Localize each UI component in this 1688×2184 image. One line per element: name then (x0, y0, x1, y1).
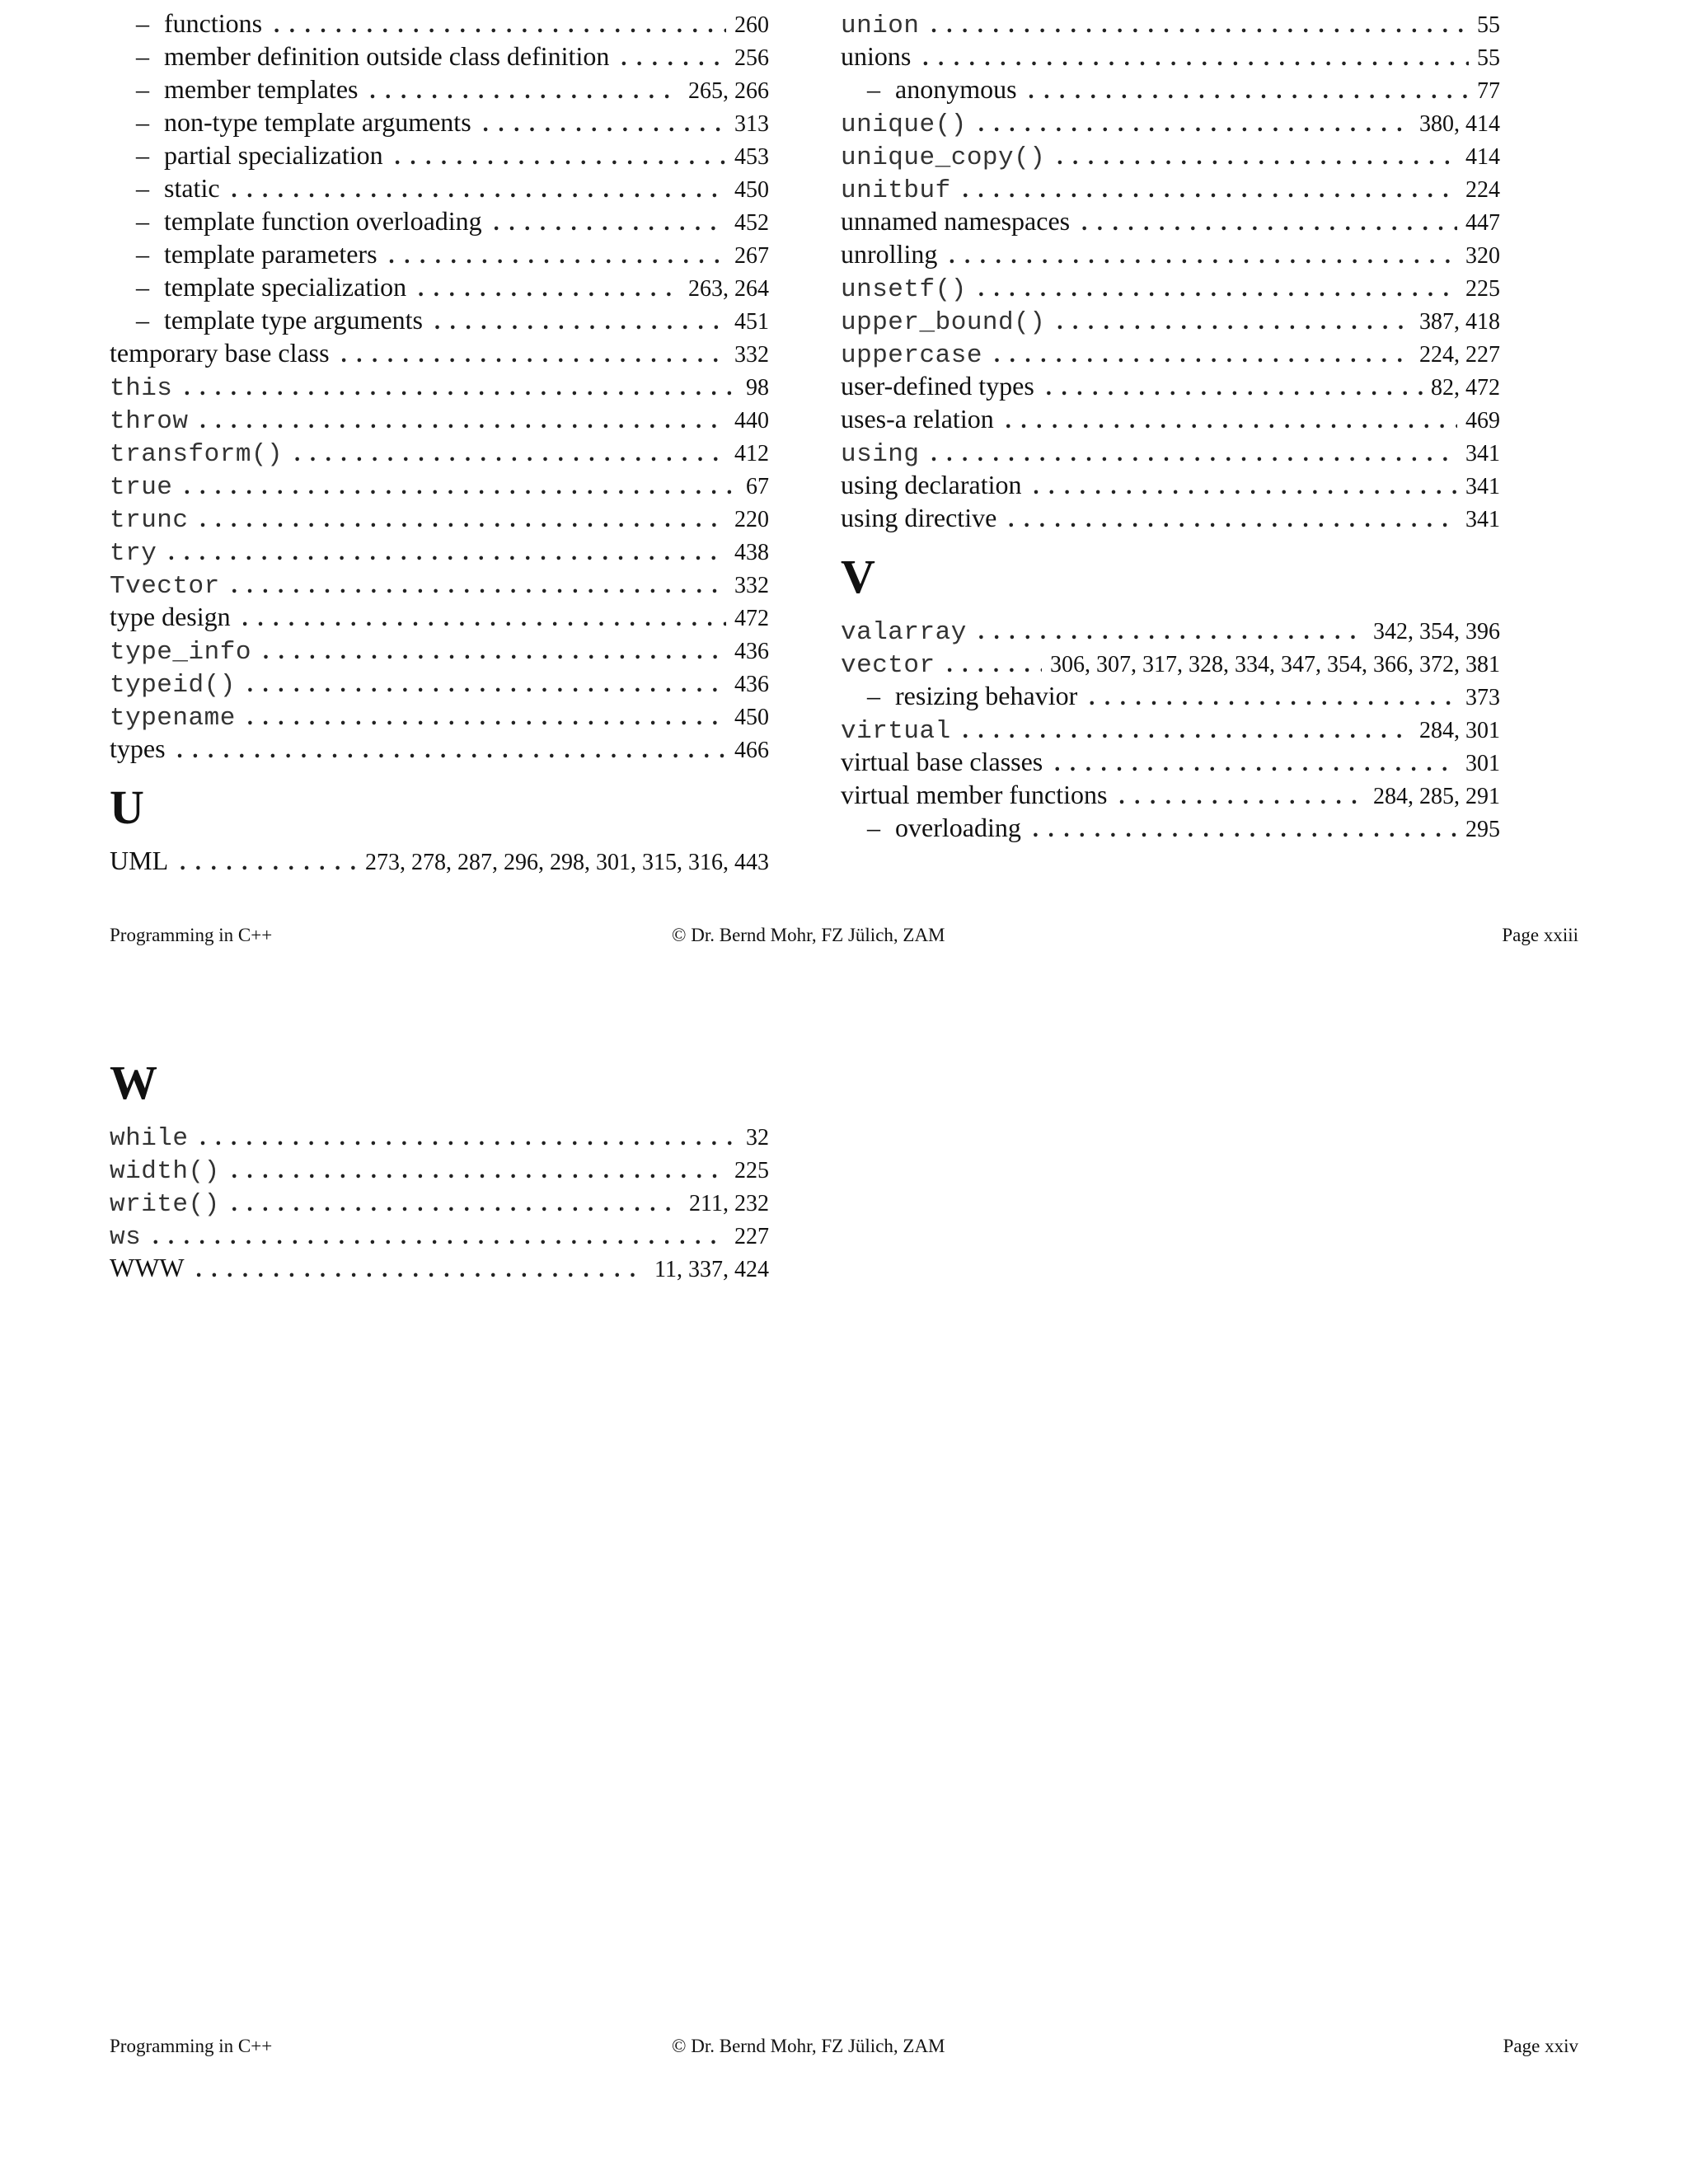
index-term-text: WWW (110, 1253, 185, 1282)
index-term (867, 679, 1089, 712)
index-page-numbers: 227 (734, 1224, 769, 1249)
dot-leader (978, 613, 1365, 646)
index-entry (110, 633, 769, 666)
index-entry (841, 105, 1500, 138)
footer-page-number: Page xxiv (1503, 2036, 1578, 2056)
index-term-text: unions (841, 41, 912, 71)
index-entry (841, 171, 1500, 204)
index-page-numbers: 373 (1465, 685, 1500, 710)
dot-leader (963, 712, 1411, 745)
index-entry (841, 237, 1500, 270)
sub-entry-dash: – (136, 140, 149, 170)
index-term (110, 438, 294, 471)
index-term (841, 501, 1008, 534)
index-page-numbers: 412 (734, 441, 769, 466)
index-term (110, 669, 247, 702)
index-term-text: resizing behavior (895, 681, 1078, 710)
index-term (841, 142, 1057, 175)
index-page-numbers: 225 (1465, 276, 1500, 302)
index-term-text: Tvector (110, 572, 220, 601)
index-term (110, 405, 200, 438)
sub-entry-dash: – (136, 206, 149, 236)
dot-leader (949, 237, 1457, 270)
index-entry (110, 501, 769, 534)
index-term-text: overloading (895, 813, 1021, 842)
index-page-numbers: 387, 418 (1419, 309, 1500, 335)
index-page-numbers: 450 (734, 705, 769, 730)
index-term (110, 1122, 200, 1155)
sub-entry-dash: – (867, 813, 880, 842)
dot-leader (247, 699, 726, 732)
index-entry (110, 237, 769, 270)
index-entry (841, 336, 1500, 369)
index-term-text: typeid() (110, 671, 236, 700)
index-term (110, 636, 263, 669)
index-term-text: virtual base classes (841, 747, 1043, 776)
dot-leader (994, 336, 1411, 369)
section-letter-v: V (841, 550, 875, 603)
dot-leader (963, 171, 1457, 204)
dot-leader (1081, 204, 1457, 237)
index-entry (110, 1218, 769, 1251)
dot-leader (263, 633, 726, 666)
index-term (110, 504, 200, 537)
index-term-text: uses-a relation (841, 404, 994, 434)
index-term (136, 7, 274, 40)
index-term (136, 237, 389, 270)
index-term-text: user-defined types (841, 371, 1034, 401)
page-footer-xxiv (110, 2034, 1578, 2059)
index-term-text: using (841, 440, 920, 469)
index-term (841, 649, 947, 682)
index-term-text: temporary base class (110, 338, 330, 368)
index-term (136, 204, 494, 237)
index-entry (110, 336, 769, 369)
index-page-numbers: 67 (746, 474, 769, 499)
index-entry (110, 844, 769, 877)
index-term-text: unitbuf (841, 176, 951, 205)
index-term (110, 732, 177, 765)
index-entry (841, 369, 1500, 402)
index-term (110, 537, 168, 570)
index-term-text: union (841, 12, 920, 40)
index-page-numbers: 284, 285, 291 (1373, 784, 1500, 809)
dot-leader (242, 600, 726, 633)
index-page-numbers: 466 (734, 738, 769, 763)
sub-entry-dash: – (136, 239, 149, 269)
dot-leader (1033, 468, 1457, 501)
index-entry (110, 402, 769, 435)
index-page-numbers: 306, 307, 317, 328, 334, 347, 354, 366, 372, 381 (1050, 652, 1500, 677)
index-column-w (110, 1040, 769, 1284)
index-entry (841, 40, 1500, 73)
index-column-left (110, 7, 769, 877)
index-entries-v (841, 613, 1500, 844)
index-page-numbers: 438 (734, 540, 769, 565)
sub-entry-dash: – (136, 107, 149, 137)
index-page-numbers: 256 (734, 45, 769, 71)
index-page-numbers: 55 (1477, 45, 1500, 71)
dot-leader (1006, 402, 1457, 435)
index-term (841, 745, 1054, 778)
index-entry (110, 732, 769, 765)
index-page-numbers: 295 (1465, 817, 1500, 842)
sub-entry-dash: – (867, 681, 880, 710)
index-term (867, 73, 1029, 105)
index-page-numbers: 55 (1477, 12, 1500, 38)
index-page-numbers: 284, 301 (1419, 718, 1500, 743)
index-term-text: functions (164, 8, 263, 38)
dot-leader (184, 369, 738, 402)
index-page-numbers: 265, 266 (688, 78, 769, 104)
index-term-text: unique() (841, 110, 967, 139)
dot-leader (184, 468, 738, 501)
dot-leader (931, 7, 1469, 40)
index-entry (110, 567, 769, 600)
index-entry (841, 204, 1500, 237)
index-page-numbers: 98 (746, 375, 769, 401)
dot-leader (1029, 73, 1469, 105)
dot-leader (483, 105, 726, 138)
index-term-text: virtual member functions (841, 780, 1108, 809)
index-page-numbers: 82, 472 (1431, 375, 1500, 401)
index-page-numbers: 332 (734, 573, 769, 598)
index-term (110, 1155, 232, 1188)
index-term-text: valarray (841, 618, 967, 647)
index-entry (110, 270, 769, 303)
index-term (841, 175, 963, 208)
index-term (841, 10, 931, 43)
index-page-numbers: 224, 227 (1419, 342, 1500, 368)
index-entry (110, 666, 769, 699)
index-term-text: trunc (110, 506, 189, 535)
index-term-text: template parameters (164, 239, 377, 269)
index-entry (841, 435, 1500, 468)
index-term-text: unique_copy() (841, 143, 1046, 172)
index-entry (841, 7, 1500, 40)
index-term (841, 274, 978, 307)
section-letter-u: U (110, 780, 144, 834)
index-term-text: ws (110, 1223, 142, 1252)
index-term-text: uppercase (841, 341, 982, 370)
index-page-numbers: 220 (734, 507, 769, 532)
footer-title: Programming in C++ (110, 2036, 273, 2056)
dot-leader (494, 204, 726, 237)
index-entry (110, 435, 769, 468)
index-entry (110, 1251, 769, 1284)
index-term-text: using directive (841, 503, 997, 532)
index-page-numbers: 301 (1465, 751, 1500, 776)
index-entry (841, 468, 1500, 501)
dot-leader (168, 534, 726, 567)
sub-entry-dash: – (136, 8, 149, 38)
index-term-text: template type arguments (164, 305, 423, 335)
index-page-numbers: 225 (734, 1158, 769, 1183)
dot-leader (196, 1251, 646, 1284)
index-term-text: upper_bound() (841, 308, 1046, 337)
index-term-text: template function overloading (164, 206, 482, 236)
index-term (136, 270, 418, 303)
dot-leader (152, 1218, 726, 1251)
dot-leader (200, 1119, 738, 1152)
index-term (110, 1188, 232, 1221)
index-entry (110, 171, 769, 204)
index-term (136, 171, 232, 204)
dot-leader (232, 1152, 726, 1185)
footer-title: Programming in C++ (110, 925, 273, 945)
index-page-numbers: 77 (1477, 78, 1500, 104)
index-term-text: vector (841, 651, 935, 680)
index-term (841, 438, 931, 471)
index-entry (110, 369, 769, 402)
index-page-numbers: 341 (1465, 441, 1500, 466)
index-term (110, 600, 242, 633)
index-entry (110, 699, 769, 732)
index-term (136, 40, 621, 73)
index-page-numbers: 332 (734, 342, 769, 368)
page-footer-xxiii (110, 925, 1578, 946)
index-page-numbers: 436 (734, 672, 769, 697)
index-entry (110, 40, 769, 73)
index-entry (841, 270, 1500, 303)
index-page-numbers: 341 (1465, 507, 1500, 532)
index-page-numbers: 341 (1465, 474, 1500, 499)
dot-leader (1046, 369, 1423, 402)
index-entry (841, 745, 1500, 778)
index-entry (110, 73, 769, 105)
dot-leader (434, 303, 726, 336)
index-page-numbers: 11, 337, 424 (654, 1257, 769, 1282)
index-column-right (841, 7, 1500, 844)
dot-leader (232, 171, 726, 204)
index-term (136, 73, 369, 105)
index-term (841, 237, 949, 270)
dot-leader (621, 40, 726, 73)
dot-leader (978, 105, 1411, 138)
index-entry (110, 534, 769, 567)
footer-copyright: © Dr. Bernd Mohr, FZ Jülich, ZAM (672, 2036, 945, 2056)
index-term (841, 778, 1118, 811)
index-term-text: try (110, 539, 157, 568)
index-term (110, 336, 341, 369)
dot-leader (341, 336, 726, 369)
dot-leader (1118, 778, 1365, 811)
dot-leader (200, 402, 726, 435)
index-page-numbers: 436 (734, 639, 769, 664)
index-term-text: virtual (841, 717, 951, 746)
index-page-numbers: 453 (734, 144, 769, 170)
index-page-numbers: 32 (746, 1125, 769, 1151)
index-term-text: using declaration (841, 470, 1022, 499)
index-entry (110, 1152, 769, 1185)
index-term (841, 307, 1057, 340)
index-entries-w (110, 1119, 769, 1284)
index-term-text: this (110, 374, 173, 403)
index-term (110, 373, 184, 405)
sub-entry-dash: – (136, 74, 149, 104)
index-term (110, 702, 247, 735)
index-term-text: types (110, 733, 166, 763)
index-term (841, 616, 978, 649)
index-term (136, 105, 483, 138)
index-entry (841, 613, 1500, 646)
index-term-text: throw (110, 407, 189, 436)
dot-leader (369, 73, 680, 105)
index-term-text: transform() (110, 440, 284, 469)
index-term-text: type_info (110, 638, 251, 667)
index-page-numbers: 342, 354, 396 (1373, 619, 1500, 644)
index-term-text: true (110, 473, 173, 502)
index-entry (110, 468, 769, 501)
sub-entry-dash: – (136, 41, 149, 71)
index-entry (110, 105, 769, 138)
index-page-numbers: 440 (734, 408, 769, 434)
dot-leader (200, 501, 726, 534)
dot-leader (274, 7, 726, 40)
index-entry (110, 600, 769, 633)
index-entry (110, 204, 769, 237)
index-term (841, 402, 1006, 435)
dot-leader (947, 646, 1042, 679)
index-term (841, 204, 1081, 237)
index-term-text: anonymous (895, 74, 1017, 104)
index-entry (841, 646, 1500, 679)
dot-leader (232, 1185, 681, 1218)
index-page-numbers: 267 (734, 243, 769, 269)
dot-leader (978, 270, 1457, 303)
dot-leader (418, 270, 680, 303)
index-term-text: unrolling (841, 239, 938, 269)
index-entry (841, 73, 1500, 105)
index-entry (110, 1119, 769, 1152)
dot-leader (247, 666, 726, 699)
index-term-text: unsetf() (841, 275, 967, 304)
dot-leader (180, 844, 357, 877)
footer-page-number: Page xxiii (1502, 925, 1578, 945)
dot-leader (294, 435, 726, 468)
dot-leader (389, 237, 726, 270)
index-page-numbers: 273, 278, 287, 296, 298, 301, 315, 316, 443 (365, 850, 769, 875)
index-entry (110, 138, 769, 171)
index-page-numbers: 469 (1465, 408, 1500, 434)
dot-leader (922, 40, 1469, 73)
index-entry (841, 501, 1500, 534)
index-term-text: UML (110, 846, 169, 875)
index-term-text: non-type template arguments (164, 107, 471, 137)
index-term (110, 570, 232, 603)
dot-leader (232, 567, 726, 600)
index-entry (841, 402, 1500, 435)
index-term-text: while (110, 1124, 189, 1153)
index-entry (110, 7, 769, 40)
index-term (136, 303, 434, 336)
sub-entry-dash: – (136, 272, 149, 302)
index-term-text: member templates (164, 74, 359, 104)
index-page-numbers: 380, 414 (1419, 111, 1500, 137)
index-entries-u-continued (841, 7, 1500, 534)
index-term-text: type design (110, 602, 231, 631)
dot-leader (931, 435, 1457, 468)
dot-leader (1054, 745, 1457, 778)
index-term (867, 811, 1033, 844)
index-entry (841, 811, 1500, 844)
index-entry (841, 778, 1500, 811)
index-term (841, 40, 922, 73)
index-page-numbers: 451 (734, 309, 769, 335)
index-term-text: typename (110, 704, 236, 733)
index-term (841, 369, 1046, 402)
dot-leader (1008, 501, 1457, 534)
index-page-numbers: 224 (1465, 177, 1500, 203)
dot-leader (1089, 679, 1457, 712)
index-page-numbers: 452 (734, 210, 769, 236)
index-term-text: partial specialization (164, 140, 383, 170)
index-page-numbers: 447 (1465, 210, 1500, 236)
index-page-numbers: 313 (734, 111, 769, 137)
sub-entry-dash: – (136, 173, 149, 203)
index-term-text: write() (110, 1190, 220, 1219)
footer-copyright: © Dr. Bernd Mohr, FZ Jülich, ZAM (672, 925, 945, 945)
index-page-numbers: 472 (734, 606, 769, 631)
index-entry (841, 679, 1500, 712)
index-term-text: member definition outside class definition (164, 41, 610, 71)
dot-leader (1057, 138, 1457, 171)
index-term (841, 468, 1033, 501)
dot-leader (177, 732, 726, 765)
section-letter-w: W (110, 1056, 157, 1109)
index-entry (110, 1185, 769, 1218)
dot-leader (1057, 303, 1411, 336)
index-term-text: width() (110, 1157, 220, 1186)
index-term (136, 138, 395, 171)
index-page-numbers: 450 (734, 177, 769, 203)
index-page-numbers: 260 (734, 12, 769, 38)
index-page-numbers: 320 (1465, 243, 1500, 269)
index-page-numbers: 263, 264 (688, 276, 769, 302)
index-term (841, 109, 978, 142)
index-entries-u (110, 844, 769, 877)
index-entry (841, 138, 1500, 171)
dot-leader (1033, 811, 1457, 844)
index-entry (841, 712, 1500, 745)
index-page-numbers: 211, 232 (689, 1191, 769, 1216)
index-term-text: static (164, 173, 220, 203)
index-term (110, 1221, 152, 1254)
index-term-text: unnamed namespaces (841, 206, 1071, 236)
sub-entry-dash: – (867, 74, 880, 104)
sub-entry-dash: – (136, 305, 149, 335)
index-term (110, 1251, 196, 1284)
index-term (841, 715, 963, 748)
index-page-numbers: 414 (1465, 144, 1500, 170)
dot-leader (395, 138, 726, 171)
index-term (110, 844, 180, 877)
index-term-text: template specialization (164, 272, 407, 302)
index-entry (110, 303, 769, 336)
index-term (110, 471, 184, 504)
index-term (841, 340, 994, 373)
index-entries-t (110, 7, 769, 765)
index-entry (841, 303, 1500, 336)
